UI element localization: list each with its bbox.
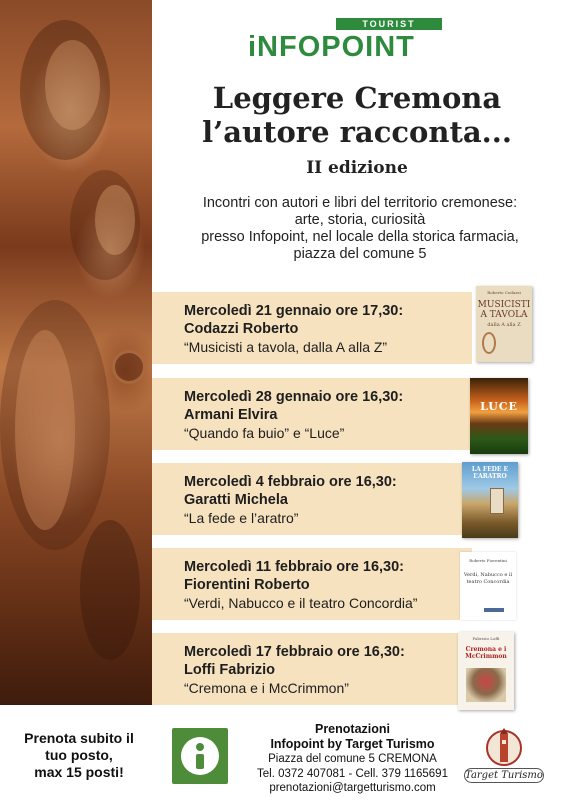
cta-line: Prenota subito il xyxy=(24,730,134,746)
cover-author: Roberto Codazzi xyxy=(487,290,521,295)
logo-infopoint-label: iNFOPOINT xyxy=(248,31,415,63)
cover-subtitle: dalla A alla Z xyxy=(487,322,521,328)
event-author: Armani Elvira xyxy=(184,407,278,423)
contact-heading: Prenotazioni xyxy=(314,722,390,736)
cover-title: Cremona e i McCrimmon xyxy=(465,646,507,660)
event-book-title: “La fede e l’aratro” xyxy=(184,510,299,526)
event-book-title: “Musicisti a tavola, dalla A alla Z” xyxy=(184,339,388,355)
intro-line: presso Infopoint, nel locale della storica farmacia, xyxy=(201,229,519,245)
church-tower-image xyxy=(490,488,504,514)
cover-title: LA FEDE E L’ARATRO xyxy=(471,466,509,480)
cover-title: MUSICISTI A TAVOLA xyxy=(477,300,531,320)
cover-author: Roberto Fiorentini xyxy=(469,558,507,563)
event-date: Mercoledì 28 gennaio ore 16,30: xyxy=(184,389,404,405)
event-item xyxy=(152,378,472,450)
contact-email: prenotazioni@targetturismo.com xyxy=(269,782,436,794)
cta-line: max 15 posti! xyxy=(34,764,124,780)
page-title-line1: Leggere Cremona xyxy=(212,81,502,115)
event-date: Mercoledì 4 febbraio ore 16,30: xyxy=(184,474,397,490)
cta-line: tuo posto, xyxy=(45,747,113,763)
event-author: Loffi Fabrizio xyxy=(184,662,276,678)
intro-line: piazza del comune 5 xyxy=(293,246,427,262)
edition-label: II edizione xyxy=(306,158,408,178)
target-turismo-logo xyxy=(464,726,544,786)
info-icon xyxy=(172,728,228,784)
book-cover-image xyxy=(476,286,532,362)
cover-illustration xyxy=(466,668,506,702)
event-item xyxy=(152,633,472,705)
event-author: Codazzi Roberto xyxy=(184,321,299,337)
event-book-title: “Cremona e i McCrimmon” xyxy=(184,680,349,696)
carved-wood-photo xyxy=(0,0,152,705)
partner-logo-text: Target Turismo xyxy=(465,770,543,781)
publisher-logo xyxy=(484,608,504,612)
booking-call-to-action xyxy=(14,730,144,781)
contact-phone: Tel. 0372 407081 - Cell. 379 1165691 xyxy=(257,767,448,780)
contact-organization: Infopoint by Target Turismo xyxy=(270,737,435,751)
event-item xyxy=(152,292,472,364)
treble-clef-icon xyxy=(482,332,496,354)
event-date: Mercoledì 11 febbraio ore 16,30: xyxy=(184,559,405,575)
book-cover-image xyxy=(458,632,514,710)
contact-address: Piazza del comune 5 CREMONA xyxy=(268,753,437,765)
book-cover-image xyxy=(460,552,516,620)
cover-author: Fabrizio Loffi xyxy=(472,636,500,641)
event-item xyxy=(152,463,472,535)
event-author: Fiorentini Roberto xyxy=(184,577,310,593)
contact-info xyxy=(245,722,460,796)
event-book-title: “Verdi, Nabucco e il teatro Concordia” xyxy=(184,595,418,611)
cover-title: LUCE xyxy=(480,400,518,413)
page-title-line2: l’autore racconta... xyxy=(202,115,512,149)
intro-text xyxy=(160,195,560,263)
torrazzo-icon xyxy=(464,726,544,770)
event-author: Garatti Michela xyxy=(184,492,288,508)
logo-tourist-label: TOURIST xyxy=(336,18,442,30)
infopoint-logo xyxy=(248,18,442,63)
cover-title: Verdi, Nabucco e il teatro Concordia xyxy=(463,572,513,585)
intro-line: arte, storia, curiosità xyxy=(294,212,426,228)
event-item xyxy=(152,548,472,620)
event-date: Mercoledì 21 gennaio ore 17,30: xyxy=(184,303,404,319)
book-cover-image xyxy=(470,378,528,454)
event-date: Mercoledì 17 febbraio ore 16,30: xyxy=(184,644,405,660)
intro-line: Incontri con autori e libri del territorio cremonese: xyxy=(202,195,518,211)
book-cover-image xyxy=(462,462,518,538)
event-book-title: “Quando fa buio” e “Luce” xyxy=(184,425,345,441)
